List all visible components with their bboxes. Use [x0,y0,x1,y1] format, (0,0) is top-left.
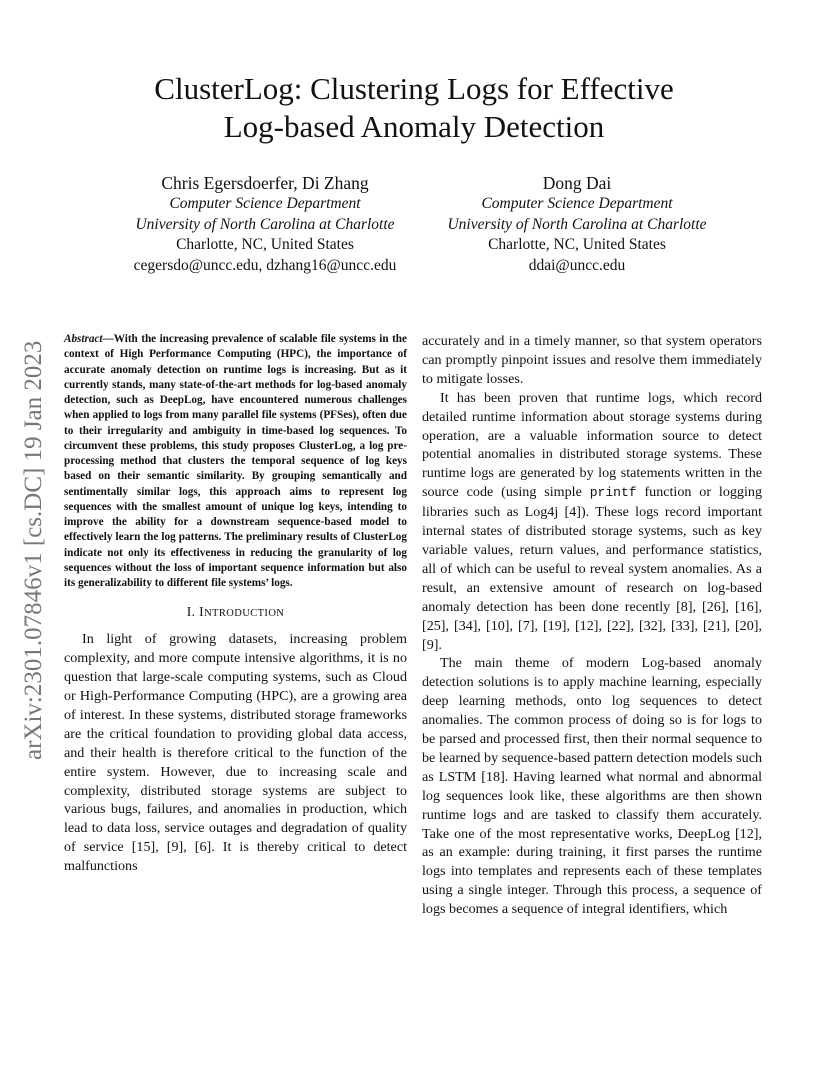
abstract-text: —With the increasing prevalence of scalable file systems in the context of High Performance Computing (HPC), the importance of accurate anomaly detection on runtime logs is increasing. But as it currently stands, many state-of-the-art methods for log-based anomaly detection, such as DeepLog, have encountered numerous challenges when applied to logs from many parallel file systems (PFSes), often due to their irregularity and ambiguity in time-based log sequences. To circumvent these problems, this study proposes ClusterLog, a log pre-processing method that clusters the temporal sequence of log keys based on their semantic similarity. By grouping semantically and sentimentally similar logs, this approach aims to represent log sequences with the smallest amount of unique log keys, intending to improve the ability for a downstream sequence-based model to effectively learn the log patterns. The preliminary results of ClusterLog indicate not only its effectiveness in reducing the granularity of log sequences without the loss of important sequence information but also its generalizability to different file systems’ logs. [64,333,407,589]
arxiv-identifier: arXiv:2301.07846v1 [cs.DC] 19 Jan 2023 [20,340,47,760]
intro-paragraph-1-continued: accurately and in a timely manner, so that system operators can promptly pinpoint issues and resolve them immediately to mitigate losses. [422,333,762,387]
author-names: Dong Dai [542,173,612,193]
author-email: ddai@uncc.edu [528,256,626,274]
intro-paragraph-1: In light of growing datasets, increasing problem complexity, and more compute intensive algorithms, it is no question that large-scale computing systems, such as Cloud or High-Performance Computing (HPC), are a growing area of interest. In these systems, distributed storage frameworks are the critical foundation to providing global data access, and their health is therefore critical to the function of the entire system. However, due to increasing scale and complexity, distributed storage systems are subject to various bugs, failures, and anomalies in production, which lead to data loss, service outages and degradation of quality of service [15], [9], [6]. It is thereby critical to detect malfunctions [64,631,407,875]
author-location: Charlotte, NC, United States [488,236,666,253]
paragraph-2-text-b: function or logging libraries such as Log4j [4]). These logs record important internal states of distributed storage systems, such as key variable values, return values, and performance statistics, all of which can be useful to reveal system anomalies. As a result, an extensive amount of research on log-based anomaly detection has been done recently [8], [26], [16], [25], [34], [10], [7], [19], [12], [22], [32], [33], [21], [20], [9]. [422,484,762,653]
right-column [422,332,762,919]
abstract [64,332,407,591]
section-title-caps: NTRODUCTION [204,608,285,620]
author-email: cegersdo@uncc.edu, dzhang16@uncc.edu [133,256,397,274]
paragraph-2-text-a: It has been proven that runtime logs, which record detailed runtime information about storage systems during operation, are a valuable information source to detect potential anomalies in distributed storage systems. These runtime logs are generated by log statements written in the source code (using simple [422,389,762,501]
intro-paragraph-3: The main theme of modern Log-based anomaly detection solutions is to apply machine learning, especially deep learning methods, onto log sequences to detect anomalies. The common process of doing so is for logs to be parsed and processed first, then their normal sequence to be learned by sequence-based pattern detection models such as LSTM [18]. Having learned what normal and abnormal log sequences look like, these algorithms are then shown runtime logs and are tasked to classify them accurately. Take one of the most representative works, DeepLog [12], as an example: during training, it first parses the runtime logs into templates and represents each of these templates using a single integer. Through this process, a sequence of logs becomes a sequence of integral identifiers, which [422,655,762,918]
title-line-1: ClusterLog: Clustering Logs for Effective [154,71,674,106]
inline-code-printf: printf [589,485,637,501]
paper-title [90,70,738,146]
author-university: University of North Carolina at Charlotte [447,215,707,233]
author-department: Computer Science Department [169,195,361,212]
author-university: University of North Carolina at Charlotte [135,215,395,233]
title-line-2: Log-based Anomaly Detection [223,109,605,144]
author-names: Chris Egersdoerfer, Di Zhang [161,173,369,193]
section-heading-introduction [64,604,407,620]
intro-paragraph-2 [422,389,762,655]
section-title-initial: I [199,604,205,620]
left-column [64,332,407,876]
author-department: Computer Science Department [481,195,673,212]
author-block-1 [104,172,426,276]
author-block-2 [430,172,724,276]
author-location: Charlotte, NC, United States [176,236,354,253]
abstract-label: Abstract [64,333,103,345]
section-number: I. [186,604,196,620]
